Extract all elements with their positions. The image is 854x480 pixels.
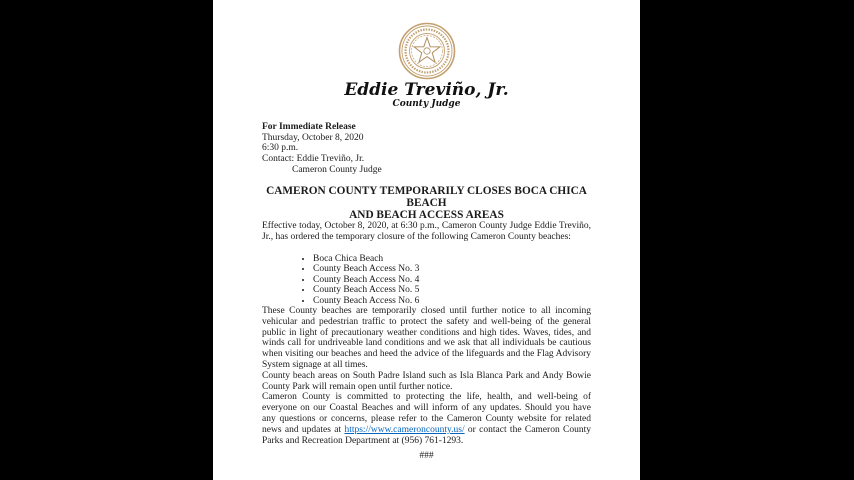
release-label: For Immediate Release — [262, 122, 356, 132]
list-item: • Boca Chica Beach — [313, 254, 591, 264]
release-date: Thursday, October 8, 2020 — [262, 132, 364, 143]
paragraph-closure-details: These County beaches are temporarily closed until further notice to all incoming vehicular and pedestrian traffic to protect the safety and well-being of the general public in light of precautionary weather conditions and high tides. Waves, tides, and winds call for undriveable land conditions and we ask that all individuals be cautious when visiting our beaches and heed the advice of the lifeguards and the Flag Advisory System signage at all times. — [262, 306, 591, 371]
list-item: • County Beach Access No. 3 — [313, 264, 591, 274]
release-time: 6:30 p.m. — [262, 143, 299, 154]
cameron-county-seal-icon — [398, 22, 456, 80]
release-contact-title: Cameron County Judge — [292, 164, 382, 175]
official-name: Eddie Treviño, Jr. — [344, 80, 509, 100]
headline-line2: AND BEACH ACCESS AREAS — [349, 209, 504, 222]
document-header — [213, 22, 640, 109]
headline — [262, 185, 591, 222]
county-website-link[interactable]: https://www.cameroncounty.us/ — [344, 424, 465, 435]
paragraph-contact-text-start: Cameron County is committed to protecting the life, health, and well-being of everyone on our Coastal Beaches and will inform of any updates. Should you have any questions or concerns, please refer to the Cameron County website for related news and updates at — [262, 392, 591, 435]
release-meta-block — [262, 122, 591, 176]
paragraph-effective-closure: Effective today, October 8, 2020, at 6:30 p.m., Cameron County Judge Eddie Treviño, Jr., has ordered the temporary closure of the following Cameron County beaches: — [262, 221, 591, 243]
list-item: • County Beach Access No. 4 — [313, 275, 591, 285]
end-mark: ### — [419, 451, 434, 462]
press-release-page — [213, 0, 640, 480]
list-item: • County Beach Access No. 5 — [313, 285, 591, 295]
paragraph-open-parks: County beach areas on South Padre Island such as Isla Blanca Park and Andy Bowie County Park will remain open until further notice. — [262, 370, 591, 392]
paragraph-contact-info — [262, 392, 591, 446]
headline-line1: CAMERON COUNTY TEMPORARILY CLOSES BOCA CHICA BEACH — [266, 184, 587, 209]
seal-star — [414, 38, 440, 63]
closed-beaches-list — [262, 254, 591, 306]
release-contact: Contact: Eddie Treviño, Jr. — [262, 154, 365, 165]
list-item: • County Beach Access No. 6 — [313, 296, 591, 306]
document-body — [213, 122, 640, 462]
official-title: County Judge — [392, 99, 461, 109]
paragraph-contact-text-end: or contact the Cameron County Parks and Recreation Department at (956) 761-1293. — [262, 424, 591, 446]
